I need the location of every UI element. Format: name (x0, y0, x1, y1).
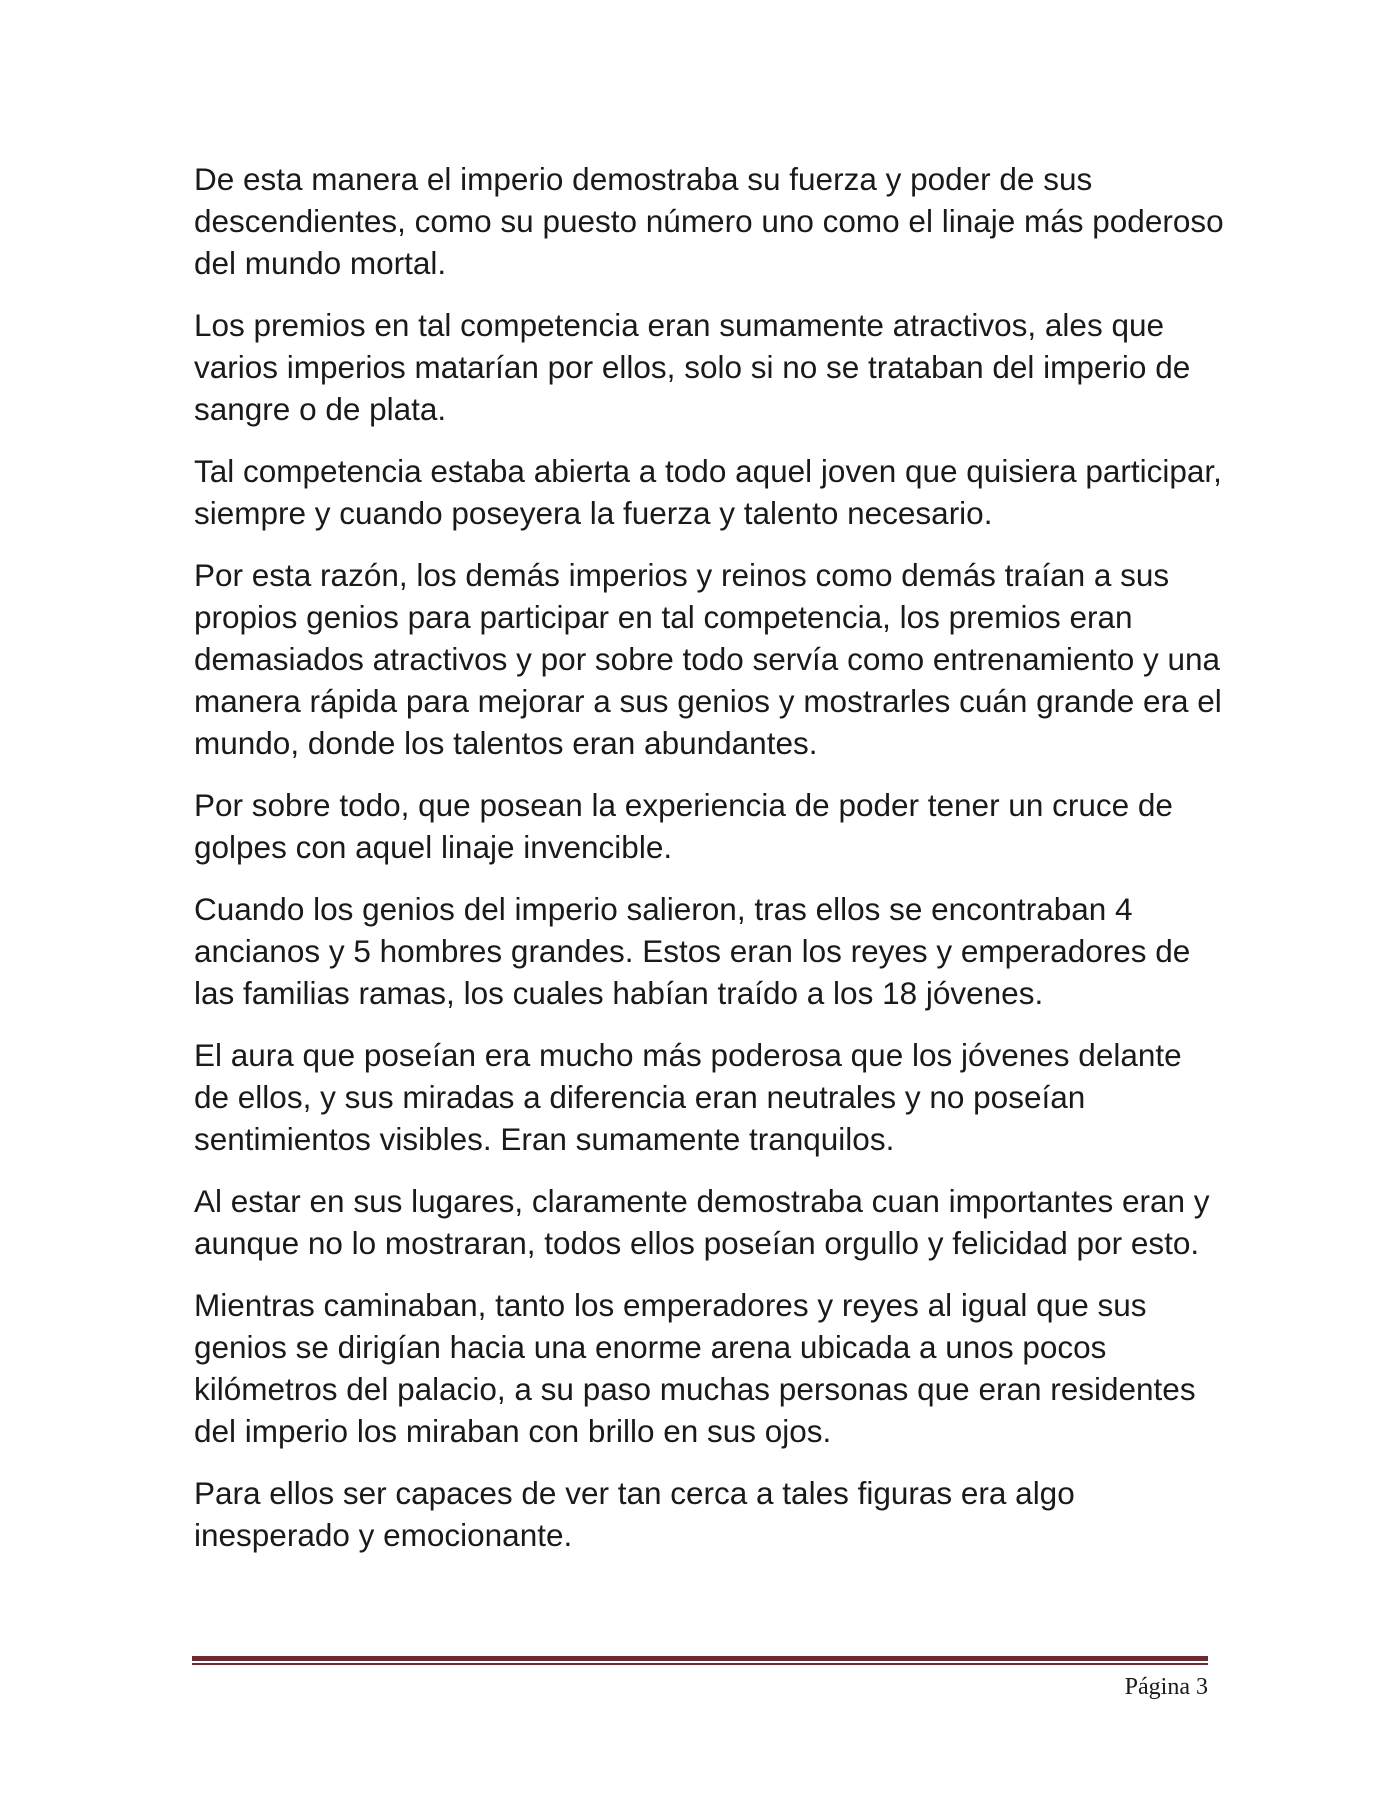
page-number: Página 3 (1124, 1674, 1208, 1700)
paragraph: Por sobre todo, que posean la experiencia de poder tener un cruce de golpes con aquel linaje invencible. (194, 787, 1173, 865)
footer-rule-thin (192, 1663, 1208, 1665)
paragraph: Cuando los genios del imperio salieron, tras ellos se encontraban 4 ancianos y 5 hombres grandes. Estos eran los reyes y emperadores de las familias ramas, los cuales habían traído a los 18 jóvenes. (194, 891, 1191, 1011)
paragraph: Tal competencia estaba abierta a todo aquel joven que quisiera participar, siempre y cuando poseyera la fuerza y talento necesario. (194, 453, 1222, 531)
paragraph: Para ellos ser capaces de ver tan cerca a tales figuras era algo inesperado y emocionante. (194, 1475, 1075, 1553)
page-footer (192, 1656, 1208, 1700)
paragraph: Los premios en tal competencia eran sumamente atractivos, ales que varios imperios matarían por ellos, solo si no se trataban del imperio de sangre o de plata. (194, 307, 1191, 427)
paragraph: El aura que poseían era mucho más poderosa que los jóvenes delante de ellos, y sus miradas a diferencia eran neutrales y no poseían sentimientos visibles. Eran sumamente tranquilos. (194, 1037, 1182, 1157)
page-body (194, 158, 1224, 1576)
paragraph: Por esta razón, los demás imperios y reinos como demás traían a sus propios genios para participar en tal competencia, los premios eran demasiados atractivos y por sobre todo servía como entrenamiento y una manera rápida para mejorar a sus genios y mostrarles cuán grande era el mundo, donde los talentos eran abundantes. (194, 557, 1222, 761)
paragraph: De esta manera el imperio demostraba su fuerza y poder de sus descendientes, como su puesto número uno como el linaje más poderoso del mundo mortal. (194, 161, 1224, 281)
paragraph: Al estar en sus lugares, claramente demostraba cuan importantes eran y aunque no lo mostraran, todos ellos poseían orgullo y felicidad por esto. (194, 1183, 1210, 1261)
paragraph: Mientras caminaban, tanto los emperadores y reyes al igual que sus genios se dirigían hacia una enorme arena ubicada a unos pocos kilómetros del palacio, a su paso muchas personas que eran residentes del imperio los miraban con brillo en sus ojos. (194, 1287, 1196, 1449)
